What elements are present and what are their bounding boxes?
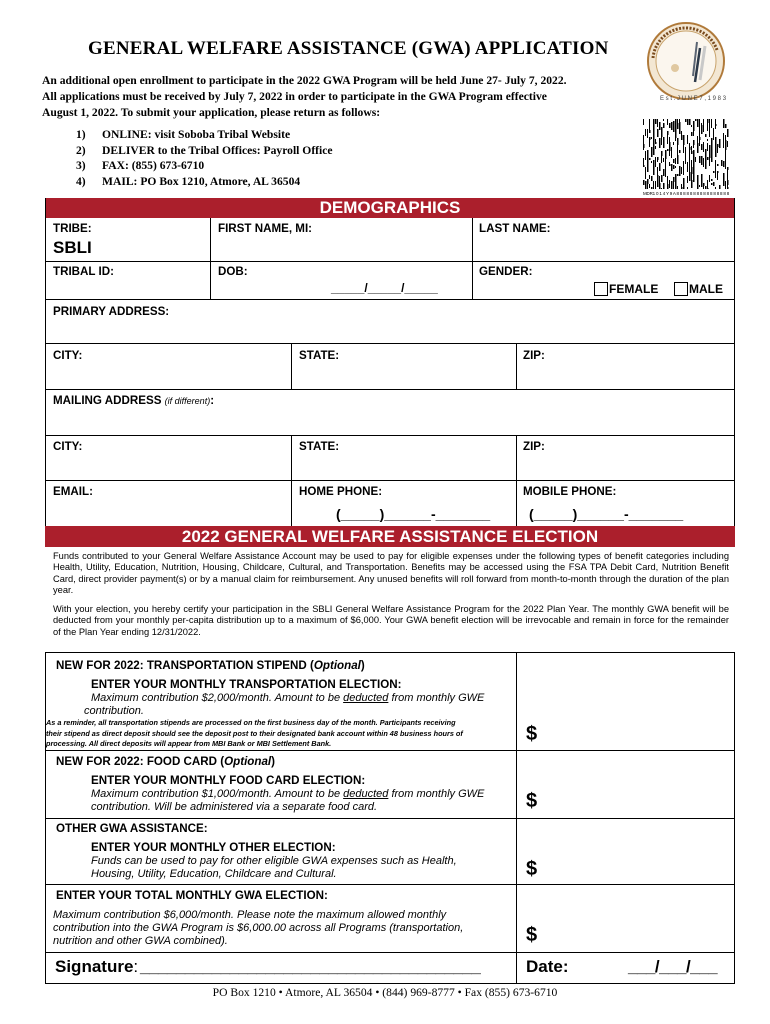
grid-left-border bbox=[45, 198, 46, 526]
election-heading: 2022 GENERAL WELFARE ASSISTANCE ELECTION bbox=[45, 526, 735, 547]
zip-label-2: ZIP: bbox=[523, 440, 545, 453]
state-label: STATE: bbox=[299, 349, 340, 362]
food-amount-field[interactable]: $ bbox=[526, 790, 538, 812]
state-label-2: STATE: bbox=[299, 440, 340, 453]
grid-row-divider bbox=[45, 343, 735, 344]
funds-paragraph: Funds contributed to your General Welfare Assistance Account may be used to pay for eligible expenses under the following types of benefit categories including Health, Utility, Education, Nutrition, Housing, Childcare, Cultural, and Transportation. Benefits may be accessed using the FSA TPA Debit Card, Nutrition Benefit Card, direct provider payment(s) or by a manual claim for reimbursement. Any unused benefits will roll forward from month-to-month through the duration of the plan year. bbox=[53, 551, 729, 595]
dob-label: DOB: bbox=[218, 265, 248, 278]
other-description: Funds can be used to pay for other eligible GWA expenses such as Health, bbox=[91, 855, 457, 867]
primary-address-label: PRIMARY ADDRESS: bbox=[53, 305, 170, 318]
grid-col-divider bbox=[210, 218, 211, 299]
food-subheading: ENTER YOUR MONTHLY FOOD CARD ELECTION: bbox=[91, 774, 366, 787]
intro-text bbox=[42, 73, 627, 121]
intro-line-1: An additional open enrollment to participate in the 2022 GWA Program will be held June 27- July 7, 2022. bbox=[42, 74, 567, 87]
first-name-label: FIRST NAME, MI: bbox=[218, 222, 313, 235]
grid-col-divider bbox=[472, 218, 473, 299]
total-heading: ENTER YOUR TOTAL MONTHLY GWA ELECTION: bbox=[56, 889, 328, 902]
certify-paragraph: With your election, you hereby certify your participation in the SBLI General Welfare Assistance Program for the 2022 Plan Year. The monthly GWA benefit will be deducted from your monthly per-capita distribution up to a maximum of $6,000. Your GWA benefit election will be irrevocable and remain in force for the remainder of the Plan Year ending 12/31/2022. bbox=[53, 604, 729, 637]
zip-label: ZIP: bbox=[523, 349, 545, 362]
transport-note: As a reminder, all transportation stipends are processed on the first business day of the month. Participants receiving their stipend as direct deposit should see the deposit post to their designated bank account within 48 business hours of processing. All direct deposits will appear from MBI Bank or MBI Settlement Bank. bbox=[46, 718, 463, 748]
intro-line-2: All applications must be received by July 7, 2022 in order to participate in the GWA Program effective bbox=[42, 90, 547, 103]
footer-address: PO Box 1210 • Atmore, AL 36504 • (844) 969-8777 • Fax (855) 673-6710 bbox=[212, 986, 558, 999]
grid-right-border bbox=[734, 198, 735, 526]
page-title: GENERAL WELFARE ASSISTANCE (GWA) APPLICATION bbox=[88, 38, 609, 59]
city-label-2: CITY: bbox=[53, 440, 83, 453]
date-field[interactable]: ___/___/___ bbox=[628, 957, 718, 976]
other-subheading: ENTER YOUR MONTHLY OTHER ELECTION: bbox=[91, 841, 336, 854]
mobile-phone-field[interactable]: (_____)______-_______ bbox=[529, 506, 684, 522]
home-phone-field[interactable]: (_____)______-_______ bbox=[336, 506, 491, 522]
grid-row-divider bbox=[45, 435, 735, 436]
transport-description: Maximum contribution $2,000/month. Amount to be deducted from monthly GWE bbox=[91, 692, 485, 704]
option-deliver: 2) DELIVER to the Tribal Offices: Payroll Office bbox=[76, 143, 333, 157]
food-description: Maximum contribution $1,000/month. Amount to be deducted from monthly GWE bbox=[91, 788, 485, 800]
grid-row-divider bbox=[45, 299, 735, 300]
female-label: FEMALE bbox=[609, 282, 659, 296]
election-table-bottom bbox=[45, 983, 735, 984]
signature-field[interactable]: ______________________________________ bbox=[140, 957, 481, 976]
transport-description-2: contribution. bbox=[84, 705, 144, 717]
grid-row-divider bbox=[45, 389, 735, 390]
grid-row-divider bbox=[45, 261, 735, 262]
gender-label: GENDER: bbox=[479, 265, 533, 278]
food-heading: NEW FOR 2022: FOOD CARD (Optional) bbox=[56, 755, 276, 768]
male-label: MALE bbox=[689, 282, 723, 296]
seal-date-text: E s t . J U N E 7 , 1 9 8 3 bbox=[660, 96, 727, 102]
election-table-top bbox=[45, 652, 735, 653]
total-description-3: nutrition and other GWA combined). bbox=[53, 935, 228, 947]
dob-field[interactable]: _____/_____/_____ bbox=[331, 281, 438, 295]
grid-col-divider bbox=[516, 435, 517, 526]
grid-row-divider bbox=[45, 480, 735, 481]
date-label: Date: bbox=[526, 957, 569, 976]
male-checkbox[interactable] bbox=[674, 282, 688, 296]
total-description-2: contribution into the GWA Program is $6,000.00 across all Programs (transportation, bbox=[53, 922, 464, 934]
election-row-divider bbox=[45, 750, 735, 751]
tribal-id-label: TRIBAL ID: bbox=[53, 265, 114, 278]
home-phone-label: HOME PHONE: bbox=[299, 485, 383, 498]
signature-label: Signature: bbox=[55, 957, 139, 976]
mobile-phone-label: MOBILE PHONE: bbox=[523, 485, 617, 498]
last-name-label: LAST NAME: bbox=[479, 222, 551, 235]
intro-line-3: August 1, 2022. To submit your application, please return as follows: bbox=[42, 106, 381, 119]
grid-col-divider bbox=[291, 435, 292, 526]
option-fax: 3) FAX: (855) 673-6710 bbox=[76, 159, 205, 172]
election-row-divider bbox=[45, 884, 735, 885]
total-description: Maximum contribution $6,000/month. Please note the maximum allowed monthly bbox=[53, 909, 447, 921]
grid-col-divider bbox=[516, 343, 517, 389]
option-mail: 4) MAIL: PO Box 1210, Atmore, AL 36504 bbox=[76, 174, 301, 188]
election-row-divider bbox=[45, 818, 735, 819]
city-label: CITY: bbox=[53, 349, 83, 362]
barcode-image bbox=[642, 118, 730, 194]
other-description-2: Housing, Utility, Education, Childcare and Cultural. bbox=[91, 868, 337, 880]
mailing-address-label: MAILING ADDRESS (if different): bbox=[53, 394, 215, 407]
transport-subheading: ENTER YOUR MONTHLY TRANSPORTATION ELECTION: bbox=[91, 678, 402, 691]
transport-heading: NEW FOR 2022: TRANSPORTATION STIPEND (Optional) bbox=[56, 659, 365, 672]
other-amount-field[interactable]: $ bbox=[526, 858, 538, 880]
demographics-heading: DEMOGRAPHICS bbox=[45, 198, 735, 218]
tribe-value[interactable]: SBLI bbox=[53, 238, 92, 257]
submission-options bbox=[76, 127, 333, 189]
grid-col-divider bbox=[291, 343, 292, 389]
other-heading: OTHER GWA ASSISTANCE: bbox=[56, 822, 208, 835]
option-online: 1) ONLINE: visit Soboba Tribal Website bbox=[76, 128, 291, 141]
barcode-text: MDR1 0 1 4 Y 9 A 8 8 8 8 8 8 8 8 8 8 8 8 8 8 8 8 bbox=[643, 191, 730, 196]
transport-amount-field[interactable]: $ bbox=[526, 723, 538, 745]
email-label: EMAIL: bbox=[53, 485, 93, 498]
tribe-label: TRIBE: bbox=[53, 222, 92, 235]
total-amount-field[interactable]: $ bbox=[526, 924, 538, 946]
female-checkbox[interactable] bbox=[594, 282, 608, 296]
tribal-seal-logo bbox=[645, 20, 727, 102]
election-row-divider bbox=[45, 952, 735, 953]
food-description-2: contribution. Will be administered via a separate food card. bbox=[91, 801, 378, 813]
